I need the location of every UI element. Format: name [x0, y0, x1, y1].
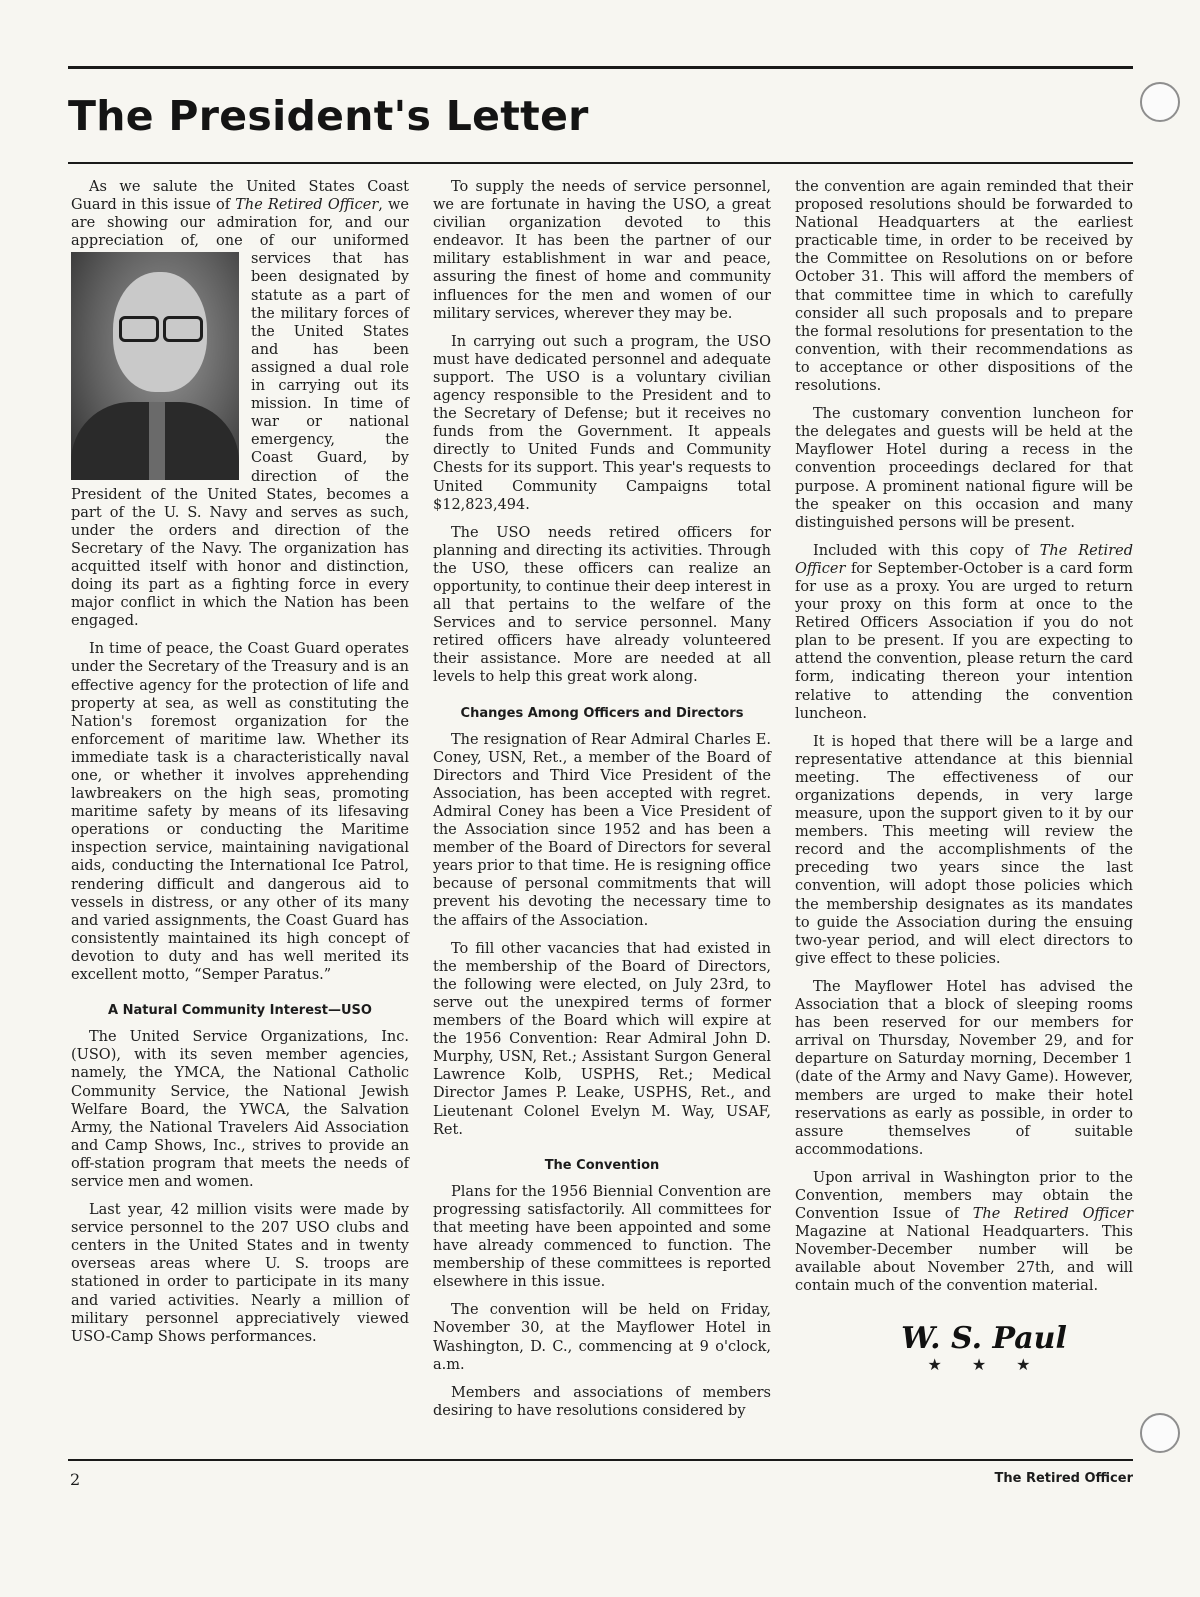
section-heading: Changes Among Officers and Directors	[460, 705, 744, 721]
magazine-title-italic: The Retired Officer	[235, 197, 379, 214]
title-rule	[68, 162, 1133, 164]
portrait-glasses	[119, 316, 159, 342]
paragraph: In time of peace, the Coast Guard operates under the Secretary of the Treasury and is an effective agency for the protection of life and property at sea, as well as constituting the Nation's foremost organization for the enforcement of maritime law. Whether its immediate task is a characteristically naval one, or whether it involves apprehending lawbreakers on the high seas, promoting maritime safety by means of its lifesaving operations or conducting the Maritime inspection service, maintaining navigational aids, conducting the International Ice Patrol, rendering difficult and dangerous aid to vessels in distress, or any other of its many and varied assignments, the Coast Guard has consistently maintained its high concept of devotion to duty and has well merited its excellent motto, “Semper Paratus.”	[71, 641, 409, 984]
section-heading: A Natural Community Interest—USO	[108, 1003, 372, 1019]
top-rule	[68, 66, 1133, 69]
paragraph	[795, 542, 1133, 723]
paragraph: The resignation of Rear Admiral Charles E. Coney, USN, Ret., a member of the Board of Directors and Third Vice President of the Association, has been accepted with regret. Admiral Coney has been a Vice President of the Association since 1952 and has been a member of the Board of Directors for several years prior to that time. He is resigning office because of personal commitments that will prevent his devoting the necessary time to the affairs of the Association.	[433, 731, 771, 929]
portrait-photo	[71, 252, 239, 480]
paragraph: The customary convention luncheon for the delegates and guests will be held at the Mayflower Hotel during a recess in the convention proceedings declared for that purpose. A prominent national figure will be the speaker on this occasion and many distinguished persons will be present.	[795, 406, 1133, 531]
paragraph: Plans for the 1956 Biennial Convention are progressing satisfactorily. All committees for that meeting have been appointed and some have already commenced to function. The membership of these committees is reported elsewhere in this issue.	[433, 1183, 771, 1291]
portrait-glasses	[163, 316, 203, 342]
paragraph: To fill other vacancies that had existed in the membership of the Board of Directors, the following were elected, on July 23rd, to serve out the unexpired terms of former members of the Board which will expire at the 1956 Convention: Rear Admiral John D. Murphy, USN, Ret.; Assistant Surgon General Lawrence Kolb, USPHS, Ret.; Medical Director James P. Leake, USPHS, Ret., and Lieutenant Colonel Evelyn M. Way, USAF, Ret.	[433, 940, 771, 1138]
magazine-name: The Retired Officer	[994, 1471, 1133, 1486]
signature: W. S. Paul	[901, 1320, 1067, 1356]
paragraph: The United Service Organizations, Inc. (USO), with its seven member agencies, namely, the YMCA, the National Catholic Community Service, the National Jewish Welfare Board, the YWCA, the Salvation Army, the National Travelers Aid Association and Camp Shows, Inc., strives to provide an off-station program that meets the needs of service men and women.	[71, 1029, 409, 1190]
intro-paragraph	[71, 178, 409, 630]
text-run: Upon arrival in Washington prior to the Convention, members may obtain the Convention Issue of	[795, 1169, 1133, 1223]
star-divider-icon: ★★★	[927, 1354, 1061, 1374]
binder-hole-icon	[1140, 82, 1180, 122]
section-heading: The Convention	[544, 1157, 660, 1173]
text-run: services that has been designated by statute as a part of the military forces of the United States and has been assigned a dual role in carrying out its mission. In time of war or national emergency, the Coast Guard, by direction of the President of the United States, becomes a part of the U. S. Navy and serves as such, under the orders and direction of the Secretary of the Navy. The organization has acquitted itself with honor and distinction, doing its part as a fighting force in every major conflict in which the Nation has been engaged.	[71, 251, 409, 630]
paragraph: the convention are again reminded that their proposed resolutions should be forwarded to National Headquarters at the earliest practicable time, in order to be received by the Committee on Resolutions on or before October 31. This will afford the members of that committee time in which to carefully consider all such proposals and to prepare the formal resolutions for presentation to the convention, with their recommendations as to acceptance or other dispositions of the resolutions.	[795, 179, 1133, 395]
paragraph: Members and associations of members desiring to have resolutions considered by	[433, 1384, 771, 1419]
column-2	[433, 178, 771, 1430]
paragraph: It is hoped that there will be a large and representative attendance at this biennial meeting. The effectiveness of our organizations depends, in very large measure, upon the support given to it by our members. This meeting will review the record and the accomplishments of the preceding two years since the last convention, will adopt those policies which the membership designates as its mandates to guide the Association during the ensuing two-year period, and will elect directors to give effect to these policies.	[795, 733, 1133, 967]
text-run: As we salute the United States Coast Guard in this issue of	[71, 179, 409, 214]
binder-hole-icon	[1140, 1413, 1180, 1453]
paragraph: In carrying out such a program, the USO must have dedicated personnel and adequate support. The USO is a voluntary civilian agency responsible to the President and to the Secretary of Defense; but it receives no funds from the Government. It appeals directly to United Funds and Community Chests for its support. This year's requests to United Community Campaigns total $12,823,494.	[433, 333, 771, 513]
paragraph: The USO needs retired officers for planning and directing its activities. Through the USO, these officers can realize an opportunity, to continue their deep interest in all that pertains to the welfare of the Services and to service personnel. Many retired officers have already volunteered their assistance. More are needed at all levels to help this great work along.	[433, 524, 771, 686]
column-1	[71, 178, 409, 1356]
text-run: for September-October is a card form for use as a proxy. You are urged to return your proxy on this form at once to the Retired Officers Association if you do not plan to be present. If you are expecting to attend the convention, please return the card form, indicating thereon your intention relative to attending the convention luncheon.	[795, 560, 1133, 722]
portrait-tie	[149, 402, 165, 480]
paragraph: The Mayflower Hotel has advised the Association that a block of sleeping rooms has been reserved for our members for arrival on Thursday, November 29, and for departure on Saturday morning, December 1 (date of the Army and Navy Game). However, members are urged to make their hotel reservations as early as possible, in order to assure themselves of suitable accommodations.	[795, 978, 1133, 1158]
magazine-title-italic: The Retired Officer	[972, 1206, 1133, 1223]
paragraph	[795, 1169, 1133, 1296]
page-number: 2	[70, 1470, 81, 1489]
text-run: Included with this copy of	[813, 542, 1040, 559]
text-run: , we are showing our admiration for, and our appreciation of, one of our uniformed	[71, 197, 409, 250]
magazine-title-italic: The Retired Officer	[795, 542, 1133, 577]
footer-rule	[68, 1459, 1133, 1461]
page-title: The President's Letter	[68, 92, 589, 140]
column-3	[795, 178, 1133, 1374]
paragraph: To supply the needs of service personnel, we are fortunate in having the USO, a great civilian organization devoted to this endeavor. It has been the partner of our military establishment in war and peace, assuring the finest of home and community influences for the men and women of our military services, wherever they may be.	[433, 179, 771, 322]
paragraph: Last year, 42 million visits were made by service personnel to the 207 USO clubs and centers in the United States and in twenty overseas areas where U. S. troops are stationed in order to participate in its many and varied activities. Nearly a million of military personnel appreciatively viewed USO-Camp Shows performances.	[71, 1202, 409, 1345]
text-run: Magazine at National Headquarters. This November-December number will be available about November 27th, and will contain much of the convention material.	[795, 1224, 1133, 1295]
paragraph: The convention will be held on Friday, November 30, at the Mayflower Hotel in Washington, D. C., commencing at 9 o'clock, a.m.	[433, 1302, 771, 1373]
